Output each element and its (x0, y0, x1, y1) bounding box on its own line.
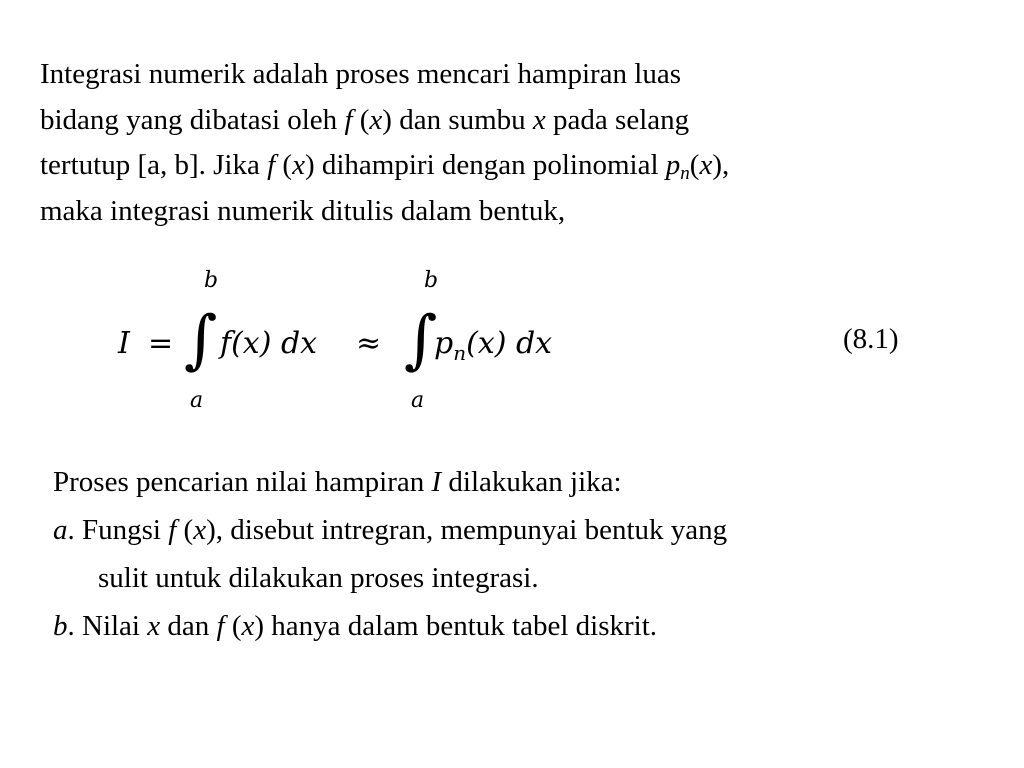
intro-line-4 (40, 189, 1015, 235)
lower-limit-2: a (411, 388, 425, 413)
integral-sign-2: ∫ (404, 303, 438, 377)
math-f: f (344, 103, 353, 136)
text: ), (712, 149, 730, 181)
text: tertutup [a, b]. Jika (40, 149, 268, 181)
intro-line-1 (40, 52, 1015, 98)
text: ( (224, 610, 242, 642)
approx-sign: ≈ (356, 325, 382, 361)
math-x: x (699, 149, 713, 181)
conditions-line-1 (53, 458, 1013, 506)
math-f: f (216, 610, 225, 642)
lower-limit-1: a (190, 388, 204, 413)
math-f: f (267, 149, 276, 181)
conditions-item-a-continuation (53, 554, 1013, 602)
item-label-b: b (53, 610, 68, 642)
math-n: n (680, 163, 690, 184)
text: dan (160, 610, 217, 642)
text: ) dihampiri dengan polinomial (304, 149, 666, 181)
text: . Fungsi (67, 514, 169, 546)
text: dilakukan jika: (441, 466, 622, 498)
equation-number: (8.1) (843, 323, 899, 355)
text: ) dan sumbu (382, 103, 533, 136)
integrand-1: f(x) dx (220, 325, 318, 361)
integral-sign-1: ∫ (184, 303, 218, 377)
integrand-2: $p_n(x)$ dx (434, 325, 553, 365)
text: bidang yang dibatasi oleh (40, 103, 345, 136)
item-label-a: a (53, 514, 68, 546)
math-x: x (532, 103, 546, 136)
math-x: x (147, 610, 161, 642)
text: . Nilai (67, 610, 148, 642)
math-x: x (369, 103, 383, 136)
math-p: p (665, 149, 681, 181)
text: Integrasi numerik adalah proses mencari hampiran luas (40, 58, 681, 90)
intro-paragraph (40, 52, 1015, 234)
upper-limit-2: b (424, 268, 439, 293)
equals-sign: = (148, 325, 174, 361)
conditions-item-b (53, 602, 1013, 650)
intro-line-3 (40, 143, 1015, 189)
math-x: x (193, 514, 207, 546)
math-I: I (431, 466, 442, 498)
math-p: p (434, 325, 454, 361)
text: (x) dx (466, 325, 553, 361)
text: Proses pencarian nilai hampiran (53, 466, 432, 498)
conditions-paragraph (53, 458, 1013, 650)
text: maka integrasi numerik ditulis dalam bentuk, (40, 194, 566, 227)
text: ( (689, 149, 700, 181)
integral-equation (118, 268, 918, 418)
text: ) hanya dalam bentuk tabel diskrit. (254, 610, 658, 642)
text: ( (176, 514, 194, 546)
upper-limit-1: b (204, 268, 219, 293)
text: ), disebut intregran, mempunyai bentuk yang (206, 514, 728, 546)
text: pada selang (545, 103, 690, 136)
math-x: x (241, 610, 255, 642)
math-x: x (292, 149, 305, 181)
intro-line-2 (40, 98, 1015, 144)
equation-lhs: I (118, 325, 130, 361)
math-f: f (168, 514, 177, 546)
text: ( (275, 149, 293, 181)
conditions-item-a (53, 506, 1013, 554)
text: sulit untuk dilakukan proses integrasi. (98, 562, 539, 594)
text: ( (352, 103, 370, 136)
